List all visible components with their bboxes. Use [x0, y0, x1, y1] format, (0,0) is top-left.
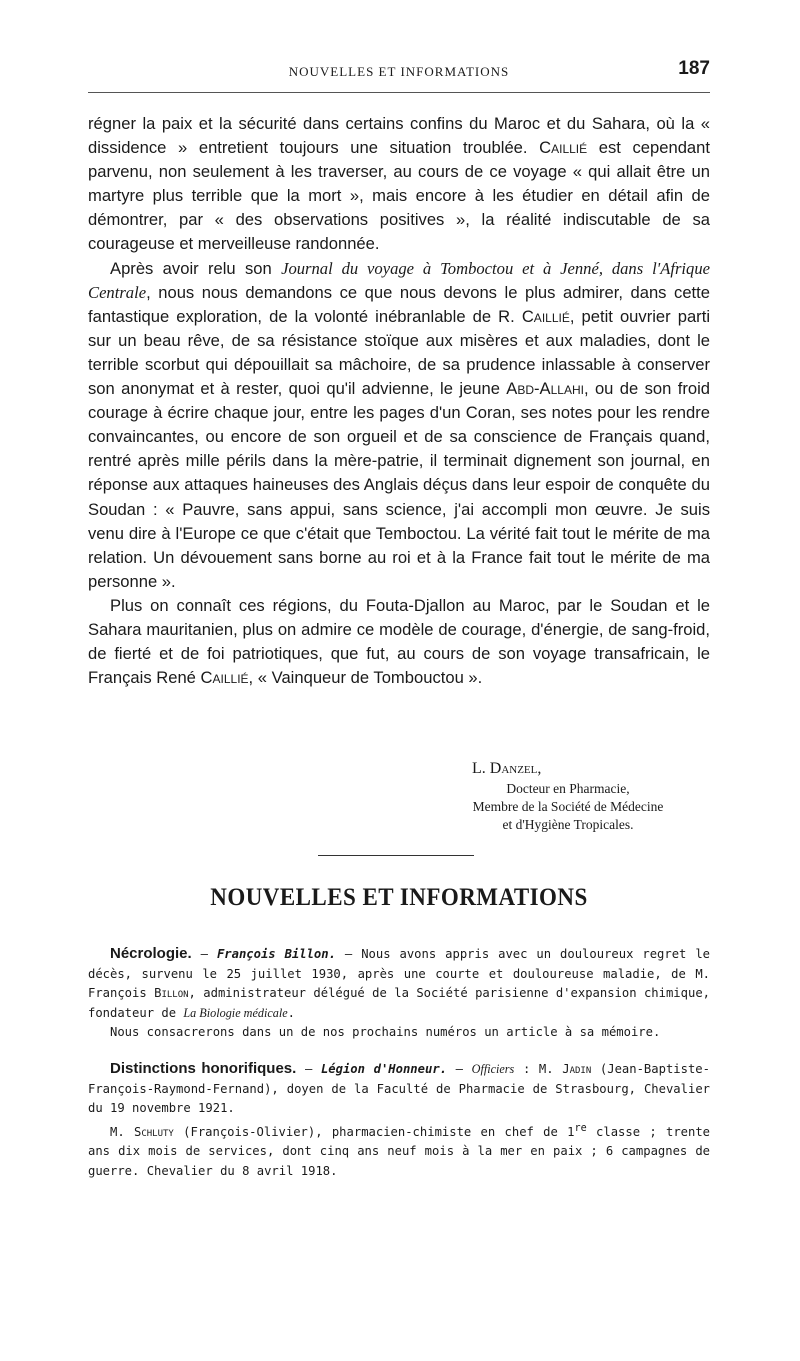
- p2-name-abd-allahi: Abd-Allahi: [506, 379, 584, 399]
- p2-name-caillie: R. Caillié: [498, 306, 570, 326]
- dash: —: [335, 947, 362, 961]
- dash: —: [447, 1061, 472, 1076]
- section-separator: [318, 855, 474, 856]
- necrologie-text-c: .: [287, 1005, 295, 1020]
- distinctions-rank: Officiers: [471, 1061, 515, 1076]
- news-body: [88, 944, 710, 1182]
- necrologie-publication: La Biologie médicale: [183, 1005, 288, 1020]
- author-signature: [88, 760, 710, 840]
- distinctions-second: [88, 1119, 710, 1182]
- author-name: L. Danzel,: [472, 760, 542, 777]
- distinctions-order: Légion d'Honneur.: [320, 1061, 447, 1076]
- p2-text-b: , nous nous demandons ce que nous devons le plus admirer, dans cette fantastique exploration, de la volonté inébranlable de: [88, 282, 710, 326]
- dash: —: [296, 1061, 321, 1076]
- necrologie-text-b: , administrateur délégué de la Société parisienne d'expansion chimique, fondateur de: [88, 986, 710, 1020]
- dash: —: [191, 947, 217, 961]
- necrologie-subject: François Billon.: [216, 947, 336, 961]
- p3-name: Caillié: [200, 668, 249, 688]
- distinctions-p2-a: M.: [110, 1124, 134, 1139]
- distinctions-name-schluty: Schluty: [133, 1124, 174, 1139]
- paragraph-3: [88, 594, 710, 690]
- distinctions-entry: [88, 1059, 710, 1119]
- p2-book-title: Journal du voyage à Tomboctou et à Jenné, dans l'Afrique Centrale: [88, 258, 710, 302]
- running-title: NOUVELLES ET INFORMATIONS: [288, 64, 510, 79]
- author-title-2: Membre de la Société de Médecine: [472, 799, 664, 814]
- p2-text-a: Après avoir relu son: [110, 258, 282, 278]
- distinctions-label: Distinctions honorifiques.: [110, 1059, 297, 1077]
- p1-text-b: est cependant parvenu, non seulement à les traverser, au cours de ce voyage « qui allait être un martyre plus terrible que la mort », mais encore à les étudier en détail afin de démontrer, par « des observations positives », la réalité indiscutable de sa courageuse et merveilleuse randonnée.: [88, 138, 710, 254]
- author-title-3: et d'Hygiène Tropicales.: [502, 817, 634, 832]
- author-title-1: Docteur en Pharmacie,: [506, 781, 630, 796]
- necrologie-label: Nécrologie.: [110, 945, 192, 962]
- necrologie-followup: Nous consacrerons dans un de nos prochains numéros un article à sa mémoire.: [110, 1025, 661, 1040]
- necrologie-text-a: Nous avons appris avec un douloureux regret le décès, survenu le 25 juillet 1930, après une courte et douloureuse maladie, de M. François: [88, 947, 711, 1001]
- p1-name: Caillié: [539, 138, 588, 158]
- running-head: [88, 58, 710, 86]
- p2-text-d: , ou de son froid courage à écrire chaque jour, entre les pages d'un Coran, ses notes pour les rendre convaincantes, ou encore de son orgueil et de sa conscience de Français quand, rentré après mille périls dans la mère-patrie, il terminait dignement son journal, en réponse aux attaques haineuses des Anglais déçus dans leur espoir de conquête du Soudan : « Pauvre, sans appui, sans science, j'ai accompli mon œuvre. Je suis venu dire à l'Europe ce que c'était que Temboctou. La vérité fait tout le mérite de ma relation. Un dévouement sans borne au roi et à la France fait tout le mérite de ma personne ».: [88, 379, 710, 591]
- p3-text-b: , « Vainqueur de Tombouctou ».: [248, 668, 483, 688]
- distinctions-text-b: (Jean-Baptiste-François-Raymond-Fernand), doyen de la Faculté de Pharmacie de Strasbourg, Chevalier du 19 novembre 1921.: [88, 1061, 710, 1116]
- distinctions-text-a: : M.: [514, 1061, 563, 1076]
- p2-text-c: , petit ouvrier parti sur un beau rêve, de sa résistance stoïque aux misères et aux maladies, dont le terrible scorbut qui dépouillait sa mâchoire, de sa prudence inlassable à conserver son anonymat et à rester, quoi qu'il advienne, le jeune: [88, 306, 711, 399]
- paragraph-1: [88, 112, 710, 257]
- p3-text-a: Plus on connaît ces régions, du Fouta-Djallon au Maroc, par le Soudan et le Sahara mauritanien, plus on admire ce modèle de courage, d'énergie, de sang-froid, de fierté et de foi patriotiques, que fut, au cours de son voyage transafricain, le Français René: [88, 595, 710, 688]
- article-body: [88, 112, 710, 690]
- ordinal-superscript: re: [574, 1122, 587, 1134]
- section-heading: NOUVELLES ET INFORMATIONS: [210, 884, 588, 911]
- distinctions-p2-b: (François-Olivier), pharmacien-chimiste en chef de 1: [173, 1124, 575, 1139]
- paragraph-2: [88, 257, 710, 594]
- page-number: 187: [678, 58, 710, 79]
- necrologie-entry: [88, 944, 710, 1023]
- distinctions-p2-c: classe ; trente ans dix mois de services, dont cinq ans neuf mois à la mer en paix ; 6 campagnes de guerre. Chevalier du 8 avril 1918.: [88, 1124, 711, 1178]
- spacer: [88, 1043, 710, 1059]
- p1-text-a: régner la paix et la sécurité dans certains confins du Maroc et du Sahara, où la « dissidence » entretient toujours une situation troublée.: [88, 114, 710, 158]
- header-rule: [88, 92, 710, 93]
- necrologie-name: Billon: [154, 986, 189, 1001]
- distinctions-name-jadin: Jadin: [562, 1061, 592, 1076]
